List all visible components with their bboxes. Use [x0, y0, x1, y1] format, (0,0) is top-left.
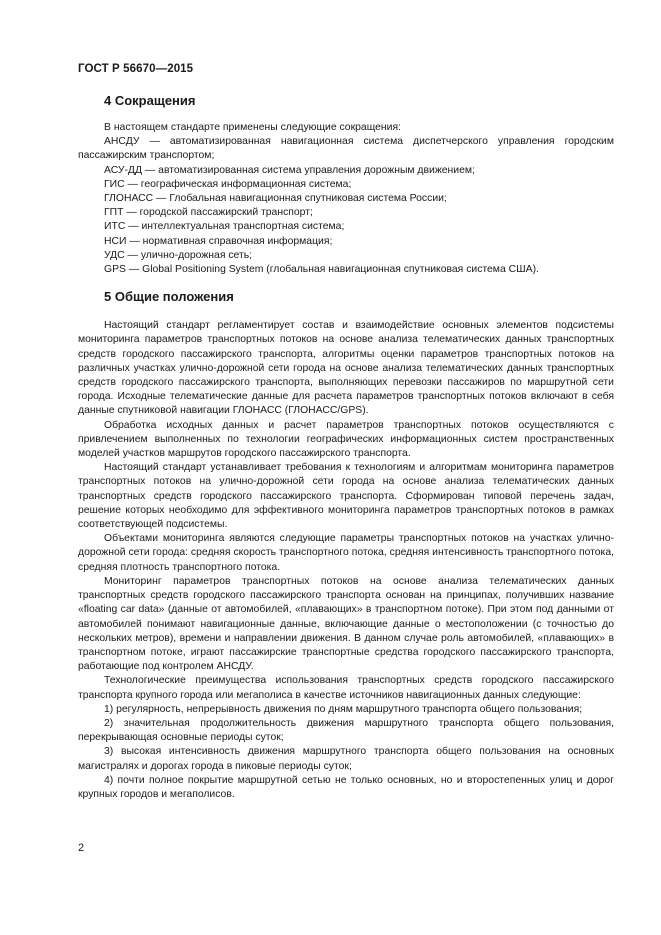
advantages-list [78, 703, 614, 802]
list-item: 3) высокая интенсивность движения маршрутного транспорта общего пользования на основных магистралях и дорогах города в пиковые периоды суток; [78, 746, 614, 772]
page-content [78, 93, 614, 802]
abbreviation-item: ГИС — географическая информационная система; [104, 178, 352, 190]
section-4-title: 4 Сокращения [104, 93, 196, 108]
page-number: 2 [78, 842, 85, 854]
abbreviation-item: НСИ — нормативная справочная информация; [104, 235, 333, 247]
list-item: 2) значительная продолжительность движения маршрутного транспорта общего пользования, перекрывающая основные периоды суток; [78, 717, 614, 744]
abbreviation-item: АСУ-ДД — автоматизированная система управления дорожным движением; [104, 164, 475, 176]
body-paragraph: Объектами мониторинга являются следующие параметры транспортных потоков на участках улично-дорожной сети города: средняя скорость транспортного потока, средняя интенсивность транспортного потока, средняя плотность транспортного потока. [78, 533, 614, 573]
abbreviation-item: GPS — Global Positioning System (глобальная навигационная спутниковая система США). [104, 264, 539, 276]
body-paragraph: Настоящий стандарт регламентирует состав и взаимодействие основных элементов подсистемы мониторинга параметров транспортных потоков на основе анализа телематических данных транспортных средств городского пассажирского транспорта, алгоритмы оценки параметров транспортных потоков на различных участках улично-дорожной сети города на основе анализа телематических данных транспортных средств городского пассажирского транспорта, выполняющих перевозки пассажиров по маршрутной сети города. Исходные телематические данные для расчета параметров транспортных потоков включают в себя данные спутниковой навигации ГЛОНАСС (ГЛОНАСС/GPS). [78, 320, 614, 417]
body-paragraph: Мониторинг параметров транспортных потоков на основе анализа телематических данных транспортных средств городского пассажирского транспорта основан на принципах, получивших название «floating car data» (данные от автомобилей, «плавающих» в транспортном потоке). При этом под данными от автомобилей понимают навигационные данные, включающие данные о местоположении (с точностью до нескольких метров), времени и направлении движения. В данном случае роль автомобилей, «плавающих» в транспортном потоке, играют пассажирские транспортные средства городского пассажирского транспорта, работающие под контролем АНСДУ. [78, 575, 614, 673]
abbreviation-item: ИТС — интеллектуальная транспортная система; [104, 221, 345, 233]
section-4-intro: В настоящем стандарте применены следующие сокращения: [104, 122, 401, 133]
abbreviation-list [78, 135, 614, 277]
body-paragraph: Настоящий стандарт устанавливает требования к технологиям и алгоритмам мониторинга параметров транспортных потоков на улично-дорожной сети города на основе анализа телематических данных транспортных средств городского пассажирского транспорта. Сформирован типовой перечень задач, решение которых необходимо для эффективного мониторинга параметров транспортных потоков в рамках соответствующей подсистемы. [78, 462, 614, 531]
document-header: ГОСТ Р 56670—2015 [78, 63, 194, 75]
abbreviation-item: УДС — улично-дорожная сеть; [104, 249, 253, 261]
section-5-title: 5 Общие положения [104, 289, 234, 305]
body-paragraph: Технологические преимущества использования транспортных средств городского пассажирского транспорта крупного города или мегаполиса в качестве источников навигационных данных следующие: [78, 675, 614, 701]
abbreviation-item: АНСДУ — автоматизированная навигационная система диспетчерского управления городским пассажирским транспортом; [78, 136, 614, 162]
abbreviation-item: ГПТ — городской пассажирский транспорт; [104, 207, 313, 219]
list-item: 4) почти полное покрытие маршрутной сетью не только основных, но и второстепенных улиц и дорог крупных городов и мегаполисов. [78, 774, 614, 800]
abbreviation-item: ГЛОНАСС — Глобальная навигационная спутниковая система России; [104, 193, 447, 205]
body-paragraph: Обработка исходных данных и расчет параметров транспортных потоков осуществляются с привлечением выполненных по технологии географических информационных систем пространственных моделей участков маршрутов городского пассажирского транспорта. [78, 419, 614, 460]
list-item: 1) регулярность, непрерывность движения по дням маршрутного транспорта общего пользования; [104, 703, 583, 715]
